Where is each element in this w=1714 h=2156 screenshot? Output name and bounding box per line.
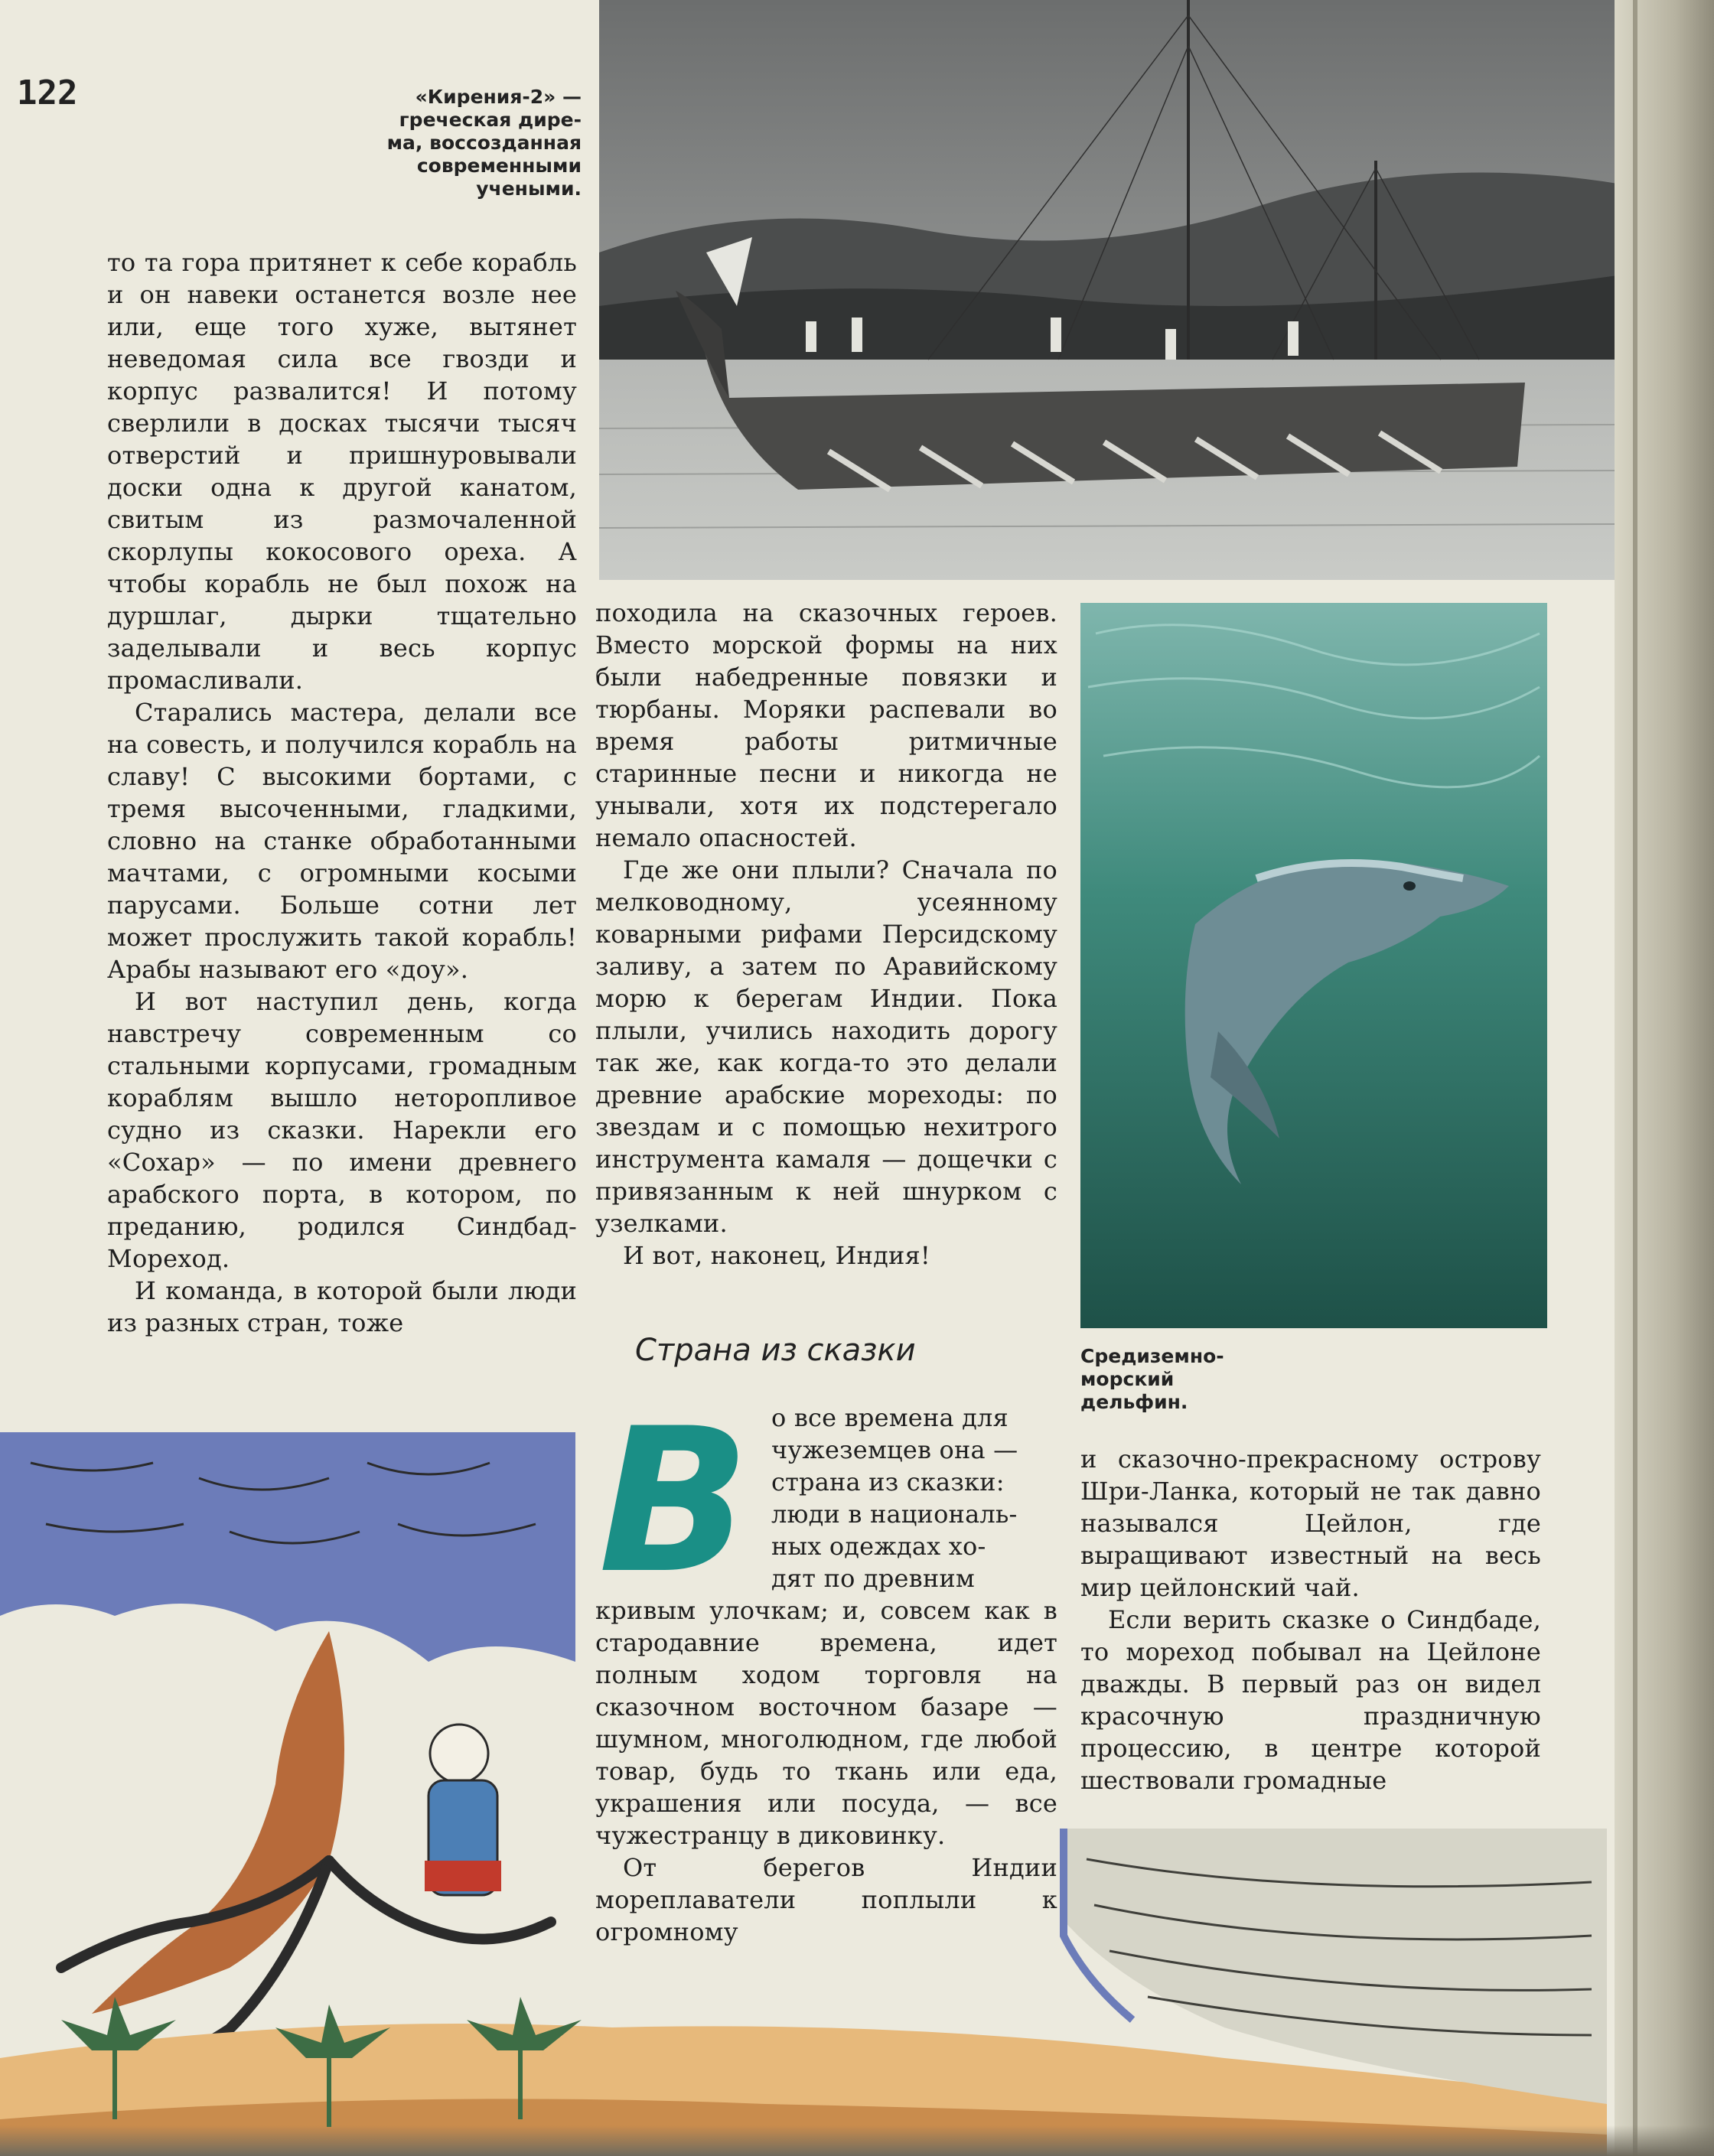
paragraph: кривым улочкам; и, совсем как в стародавние времена, идет полным ходом торговля на сказочном восточном базаре — шумном, многолюдном, где любой товар, будь то ткань или еда, украшения или посуда, — все чужестранцу в диковинку.	[595, 1596, 1057, 1850]
page-number: 122	[17, 73, 78, 112]
column-3	[1080, 1443, 1541, 1796]
dolphin-caption-line: дельфин.	[1080, 1391, 1188, 1413]
ship-caption-line: греческая дире-	[399, 109, 582, 131]
ship-caption	[329, 86, 582, 200]
paragraph: Если верить сказке о Синдбаде, то мореход побывал на Цейлоне дважды. В первый раз он видел красочную праздничную процессию, в центре которой шествовали громадные	[1080, 1605, 1541, 1795]
ship-caption-line: современными	[416, 155, 582, 177]
ship-caption-line: «Кирения-2» —	[415, 86, 582, 108]
drop-cap	[598, 1402, 759, 1585]
text-line: люди в националь-	[771, 1500, 1018, 1529]
section-heading: Страна из сказки	[635, 1333, 916, 1368]
column-1	[107, 246, 577, 1339]
paragraph: И вот наступил день, когда навстречу современным со стальными корпусами, громадным кораблям вышло неторопливое судно из сказки. Нарекли его «Сохар» — по имени древнего арабского порта, в котором, по преданию, родился Синдбад-Мореход.	[107, 987, 577, 1273]
paragraph: походила на сказочных героев. Вместо морской формы на них были набедренные повязки и тюрбаны. Моряки распевали во время работы ритмичные старинные песни и никогда не унывали, хотя их подстерегало немало опасностей.	[595, 598, 1057, 852]
ship-photo	[599, 0, 1618, 580]
paragraph: и сказочно-прекрасному острову Шри-Ланка, который не так давно назывался Цейлон, где выращивают известный на весь мир цейлонский чай.	[1080, 1444, 1541, 1602]
page-curl-shadow	[1615, 0, 1714, 2156]
text-line: чужеземцев она —	[771, 1435, 1018, 1464]
drop-cap-letter: В	[598, 1402, 751, 1585]
text-line: ных одеждах хо-	[771, 1532, 986, 1561]
paragraph: Где же они плыли? Сначала по мелководному, усеянному коварными рифами Персидскому заливу, а затем по Аравийскому морю к берегам Индии. Пока плыли, учились находить дорогу так же, как когда-то это делали древние арабские мореходы: по звездам и с помощью нехитрого инструмента камаля — дощечки с привязанным к ней шнурком с узелками.	[595, 855, 1057, 1238]
dolphin-caption-line: морский	[1080, 1368, 1175, 1390]
paragraph: И вот, наконец, Индия!	[623, 1241, 930, 1270]
column-2-dropcap-lines	[771, 1402, 1057, 1594]
paragraph: И команда, в которой были люди из разных стран, тоже	[107, 1276, 577, 1337]
column-2-rest	[595, 1594, 1057, 1948]
text-line: страна из сказки:	[771, 1467, 1005, 1496]
column-2-top	[595, 597, 1057, 1272]
paragraph: От берегов Индии мореплаватели поплыли к огромному	[595, 1853, 1057, 1946]
ship-caption-line: ма, воссозданная	[386, 132, 582, 154]
page-fold	[1633, 0, 1637, 2156]
text-line: дят по древним	[771, 1564, 976, 1593]
dolphin-photo	[1080, 603, 1547, 1328]
page-bottom-shadow	[0, 2125, 1714, 2156]
paragraph: Старались мастера, делали все на совесть, и получился корабль на славу! С высокими бортами, с тремя высоченными, гладкими, словно на станке обработанными мачтами, с огромными косыми парусами. Больше сотни лет может прослужить такой корабль! Арабы называют его «доу».	[107, 698, 577, 984]
ship-caption-line: учеными.	[476, 177, 582, 200]
paragraph: то та гора притянет к себе корабль и он навеки останется возле нее или, еще того хуже, вытянет неведомая сила все гвозди и корпус развалится! И потому сверлили в досках тысячи тысяч отверстий и пришнуровывали доски одна к другой канатом, свитым из размочаленной скорлупы кокосового ореха. А чтобы корабль не был похож на дуршлаг, дырки тщательно заделывали и весь корпус промасливали.	[107, 248, 577, 695]
dolphin-caption-line: Средиземно-	[1080, 1345, 1224, 1367]
dolphin-caption	[1080, 1345, 1310, 1414]
text-line: о все времена для	[771, 1403, 1009, 1432]
